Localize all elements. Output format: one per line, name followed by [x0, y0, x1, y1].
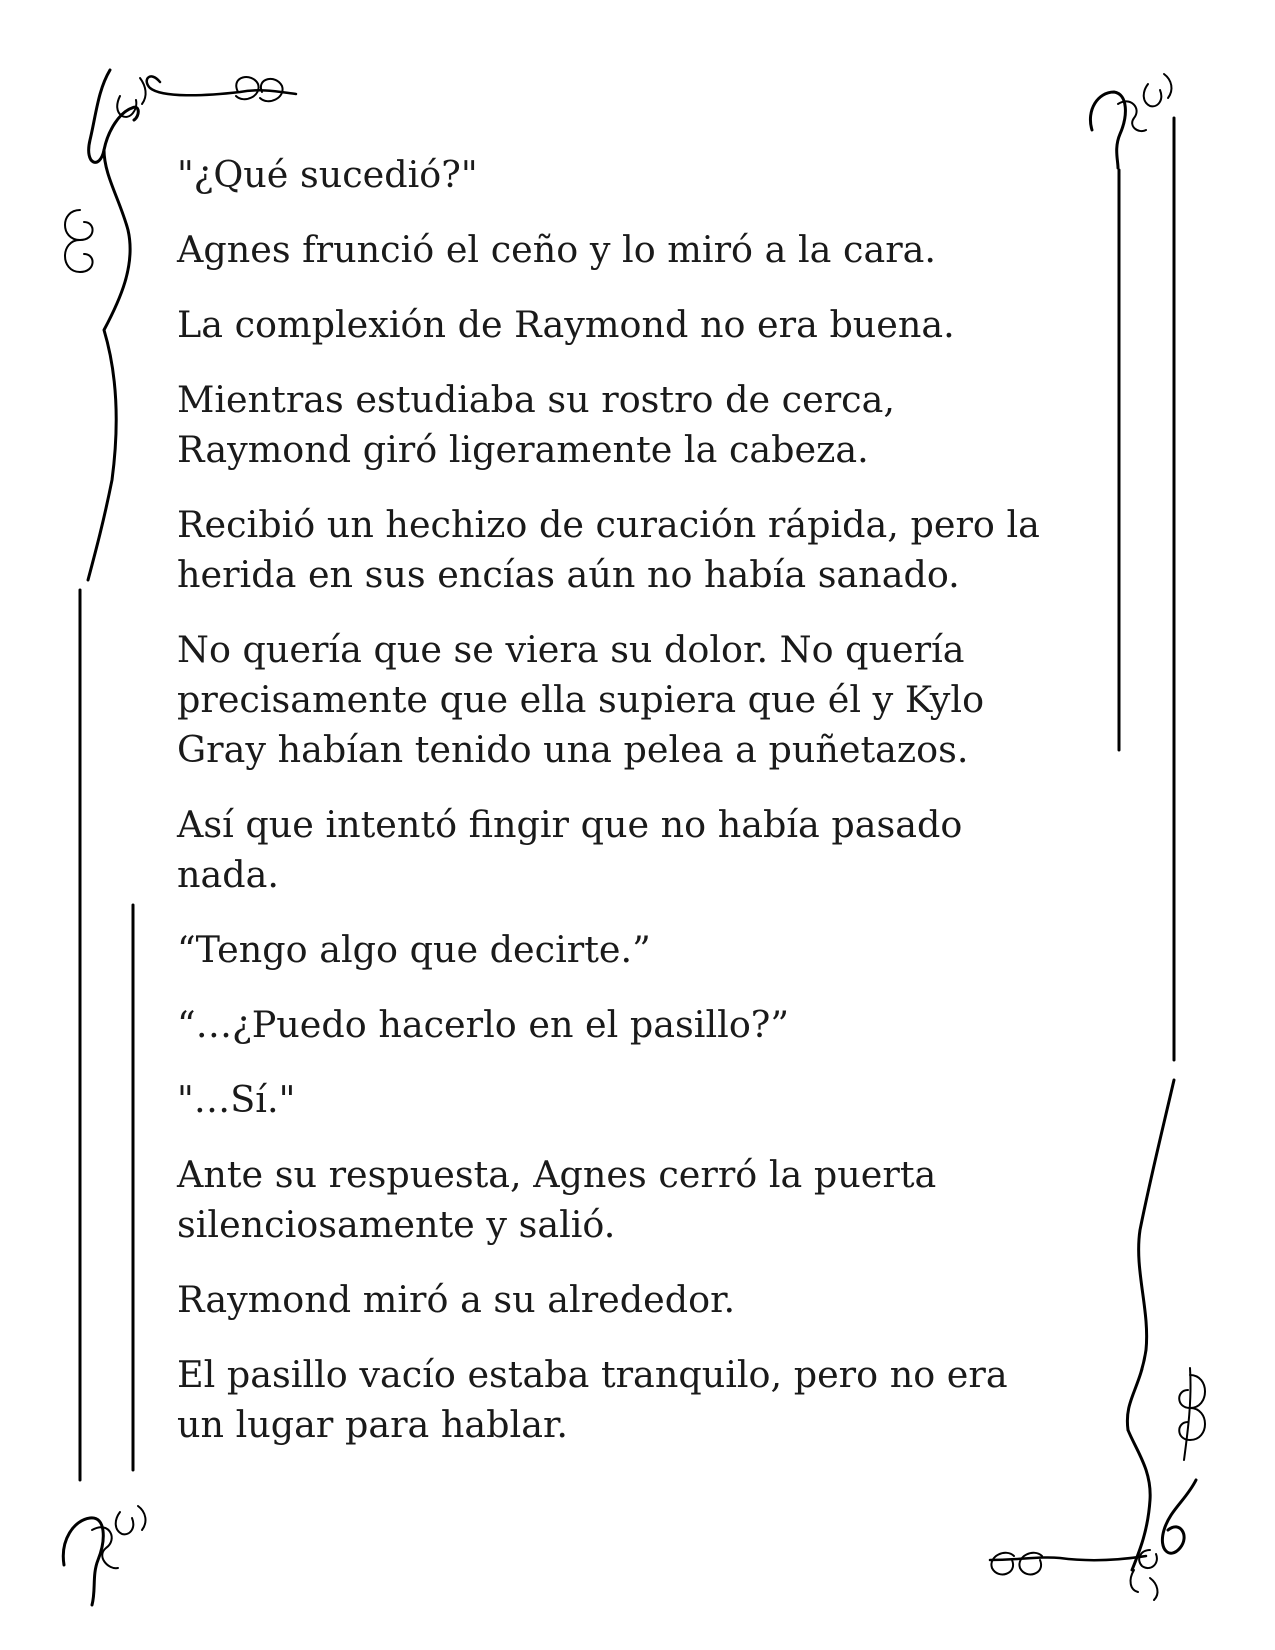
- paragraph: "¿Qué sucedió?": [177, 153, 478, 196]
- paragraph: No quería que se viera su dolor. No quería precisamente que ella supiera que él y Kylo Gray habían tenido una pelea a puñetazos.: [177, 628, 985, 771]
- paragraph: Agnes frunció el ceño y lo miró a la cara.: [177, 228, 937, 271]
- paragraph: Mientras estudiaba su rostro de cerca, Raymond giró ligeramente la cabeza.: [177, 378, 895, 471]
- paragraph: El pasillo vacío estaba tranquilo, pero no era un lugar para hablar.: [177, 1353, 1008, 1446]
- paragraph: “…¿Puedo hacerlo en el pasillo?”: [177, 1003, 790, 1046]
- paragraph: "…Sí.": [177, 1078, 296, 1121]
- top-right-flourish-icon: [1090, 74, 1171, 168]
- paragraph: “Tengo algo que decirte.”: [177, 928, 651, 971]
- page-body: [177, 150, 1077, 1475]
- paragraph: Recibió un hechizo de curación rápida, pero la herida en sus encías aún no había sanado.: [177, 503, 1040, 596]
- paragraph: Así que intentó fingir que no había pasado nada.: [177, 803, 963, 896]
- paragraph: Raymond miró a su alrededor.: [177, 1278, 736, 1321]
- bottom-left-flourish-icon: [63, 1506, 145, 1605]
- paragraph: La complexión de Raymond no era buena.: [177, 303, 955, 346]
- paragraph: Ante su respuesta, Agnes cerró la puerta silenciosamente y salió.: [177, 1153, 937, 1246]
